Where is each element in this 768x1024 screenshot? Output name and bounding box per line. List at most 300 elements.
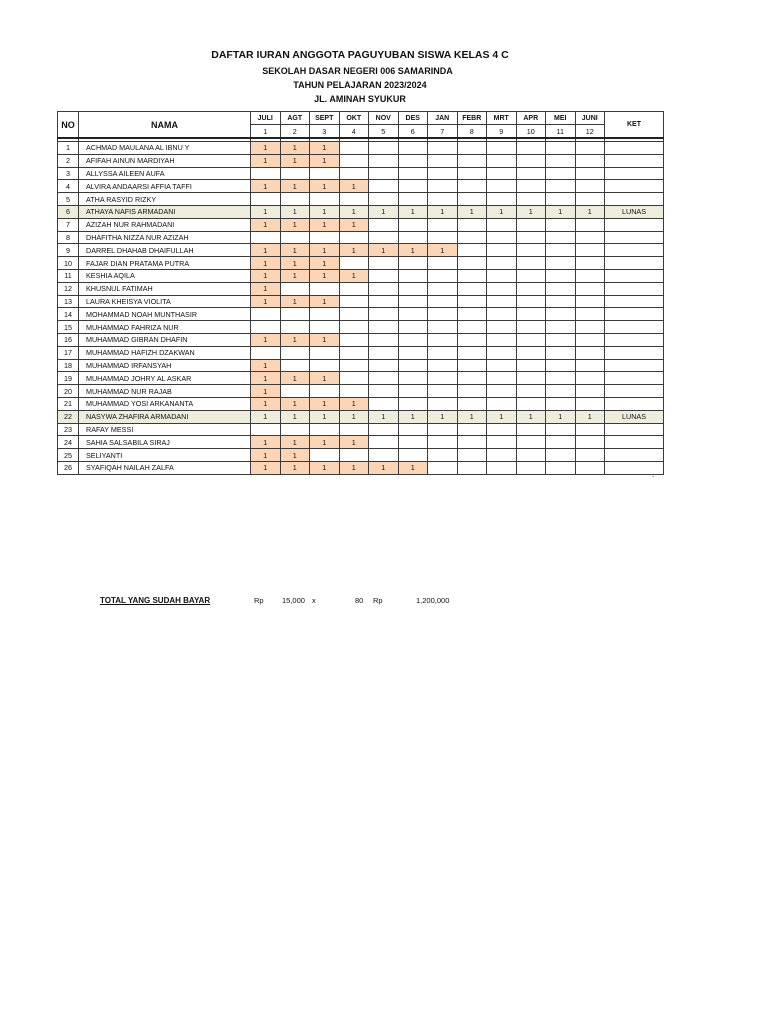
cell-unpaid xyxy=(310,385,340,398)
cell-unpaid xyxy=(575,359,605,372)
cell-no: 4 xyxy=(58,180,79,193)
cell-unpaid xyxy=(398,372,428,385)
cell-unpaid xyxy=(516,180,546,193)
cell-paid: 1 xyxy=(251,359,281,372)
cell-ket xyxy=(605,282,664,295)
cell-unpaid xyxy=(369,397,399,410)
cell-nama: MUHAMMAD GIBRAN DHAFIN xyxy=(79,333,251,346)
cell-unpaid xyxy=(546,308,576,321)
currency-rp-1: Rp xyxy=(254,596,264,605)
cell-unpaid xyxy=(575,397,605,410)
cell-paid: 1 xyxy=(251,397,281,410)
cell-unpaid xyxy=(428,218,458,231)
table-row xyxy=(58,449,664,462)
cell-unpaid xyxy=(428,359,458,372)
cell-unpaid xyxy=(457,423,487,436)
cell-unpaid xyxy=(575,423,605,436)
table-row xyxy=(58,180,664,193)
cell-unpaid xyxy=(487,231,517,244)
multiply-sign: x xyxy=(312,596,316,605)
cell-nama: DHAFITHA NIZZA NUR AZIZAH xyxy=(79,231,251,244)
cell-ket xyxy=(605,385,664,398)
table-row xyxy=(58,372,664,385)
cell-nama: ATHA RASYID RIZKY xyxy=(79,193,251,206)
cell-no: 2 xyxy=(58,154,79,167)
cell-ket xyxy=(605,372,664,385)
table-row xyxy=(58,167,664,180)
cell-unpaid xyxy=(339,333,369,346)
cell-ket xyxy=(605,321,664,334)
cell-unpaid xyxy=(516,167,546,180)
cell-unpaid xyxy=(398,385,428,398)
cell-unpaid xyxy=(457,180,487,193)
cell-unpaid xyxy=(398,295,428,308)
cell-unpaid xyxy=(516,346,546,359)
cell-unpaid xyxy=(428,269,458,282)
cell-paid: 1 xyxy=(339,205,369,218)
cell-unpaid xyxy=(369,372,399,385)
cell-ket xyxy=(605,218,664,231)
cell-paid: 1 xyxy=(339,397,369,410)
cell-unpaid xyxy=(398,257,428,270)
cell-paid: 1 xyxy=(280,410,310,423)
cell-unpaid xyxy=(310,193,340,206)
cell-unpaid xyxy=(280,167,310,180)
cell-paid: 1 xyxy=(310,436,340,449)
header-month: APR xyxy=(516,112,546,125)
table-row xyxy=(58,461,664,474)
cell-unpaid xyxy=(280,321,310,334)
cell-paid: 1 xyxy=(280,180,310,193)
cell-unpaid xyxy=(310,321,340,334)
cell-unpaid xyxy=(428,180,458,193)
cell-paid: 1 xyxy=(280,372,310,385)
cell-unpaid xyxy=(575,218,605,231)
cell-unpaid xyxy=(516,295,546,308)
cell-unpaid xyxy=(369,167,399,180)
cell-unpaid xyxy=(428,346,458,359)
cell-paid: 1 xyxy=(280,397,310,410)
cell-unpaid xyxy=(487,282,517,295)
cell-unpaid xyxy=(369,180,399,193)
cell-paid: 1 xyxy=(310,269,340,282)
cell-unpaid xyxy=(457,308,487,321)
cell-unpaid xyxy=(487,321,517,334)
cell-unpaid xyxy=(546,372,576,385)
cell-paid: 1 xyxy=(339,461,369,474)
cell-unpaid xyxy=(428,308,458,321)
cell-paid: 1 xyxy=(310,154,340,167)
cell-unpaid xyxy=(575,142,605,155)
cell-unpaid xyxy=(280,308,310,321)
cell-paid: 1 xyxy=(310,410,340,423)
table-row xyxy=(58,397,664,410)
cell-unpaid xyxy=(428,321,458,334)
cell-paid: 1 xyxy=(369,461,399,474)
table-row xyxy=(58,346,664,359)
cell-unpaid xyxy=(398,231,428,244)
cell-paid: 1 xyxy=(516,410,546,423)
cell-unpaid xyxy=(546,397,576,410)
cell-unpaid xyxy=(310,231,340,244)
cell-unpaid xyxy=(310,359,340,372)
cell-no: 14 xyxy=(58,308,79,321)
header-month: OKT xyxy=(339,112,369,125)
cell-paid: 1 xyxy=(339,436,369,449)
cell-no: 23 xyxy=(58,423,79,436)
cell-unpaid xyxy=(339,154,369,167)
cell-unpaid xyxy=(457,295,487,308)
cell-unpaid xyxy=(339,167,369,180)
cell-unpaid xyxy=(546,461,576,474)
cell-ket: LUNAS xyxy=(605,205,664,218)
table-body xyxy=(58,138,664,474)
cell-unpaid xyxy=(398,167,428,180)
cell-paid: 1 xyxy=(516,205,546,218)
cell-no: 17 xyxy=(58,346,79,359)
cell-paid: 1 xyxy=(310,180,340,193)
cell-paid: 1 xyxy=(546,410,576,423)
cell-no: 15 xyxy=(58,321,79,334)
cell-unpaid xyxy=(546,257,576,270)
cell-paid: 1 xyxy=(310,372,340,385)
header-ket: KET xyxy=(605,112,664,139)
cell-unpaid xyxy=(251,423,281,436)
cell-unpaid xyxy=(369,295,399,308)
cell-no: 1 xyxy=(58,142,79,155)
cell-unpaid xyxy=(428,282,458,295)
cell-nama: SAHIA SALSABILA SIRAJ xyxy=(79,436,251,449)
header-month-number: 8 xyxy=(457,125,487,139)
cell-unpaid xyxy=(339,231,369,244)
cell-paid: 1 xyxy=(310,142,340,155)
cell-paid: 1 xyxy=(339,269,369,282)
header-month: JULI xyxy=(251,112,281,125)
header-month: FEBR xyxy=(457,112,487,125)
cell-paid: 1 xyxy=(251,436,281,449)
cell-unpaid xyxy=(398,423,428,436)
cell-ket xyxy=(605,423,664,436)
cell-unpaid xyxy=(339,449,369,462)
cell-ket xyxy=(605,257,664,270)
cell-unpaid xyxy=(428,385,458,398)
cell-ket xyxy=(605,449,664,462)
header-month: JAN xyxy=(428,112,458,125)
table-row xyxy=(58,295,664,308)
cell-unpaid xyxy=(516,154,546,167)
table-row xyxy=(58,308,664,321)
table-row xyxy=(58,218,664,231)
cell-unpaid xyxy=(546,142,576,155)
total-label: TOTAL YANG SUDAH BAYAR xyxy=(100,596,211,605)
cell-unpaid xyxy=(516,257,546,270)
cell-unpaid xyxy=(398,321,428,334)
cell-paid: 1 xyxy=(398,244,428,257)
cell-paid: 1 xyxy=(575,205,605,218)
cell-unpaid xyxy=(575,282,605,295)
cell-unpaid xyxy=(398,154,428,167)
cell-unpaid xyxy=(369,423,399,436)
cell-unpaid xyxy=(428,397,458,410)
cell-paid: 1 xyxy=(310,205,340,218)
cell-nama: SYAFIQAH NAILAH ZALFA xyxy=(79,461,251,474)
cell-no: 13 xyxy=(58,295,79,308)
cell-unpaid xyxy=(457,397,487,410)
cell-unpaid xyxy=(516,449,546,462)
cell-unpaid xyxy=(546,282,576,295)
cell-paid: 1 xyxy=(310,295,340,308)
cell-nama: DARREL DHAHAB DHAIFULLAH xyxy=(79,244,251,257)
cell-unpaid xyxy=(487,257,517,270)
cell-paid: 1 xyxy=(251,372,281,385)
cell-unpaid xyxy=(369,218,399,231)
cell-unpaid xyxy=(575,449,605,462)
cell-unpaid xyxy=(398,269,428,282)
stray-mark: . xyxy=(652,470,655,479)
cell-unpaid xyxy=(310,423,340,436)
cell-ket xyxy=(605,359,664,372)
cell-nama: RAFAY MESSI xyxy=(79,423,251,436)
cell-unpaid xyxy=(487,333,517,346)
cell-unpaid xyxy=(516,308,546,321)
cell-paid: 1 xyxy=(575,410,605,423)
cell-no: 10 xyxy=(58,257,79,270)
header-month-number: 1 xyxy=(251,125,281,139)
cell-unpaid xyxy=(251,321,281,334)
cell-unpaid xyxy=(428,436,458,449)
currency-rp-2: Rp xyxy=(373,596,383,605)
cell-unpaid xyxy=(428,333,458,346)
header-month: MRT xyxy=(487,112,517,125)
header-month-number: 7 xyxy=(428,125,458,139)
cell-unpaid xyxy=(251,231,281,244)
cell-ket xyxy=(605,167,664,180)
cell-unpaid xyxy=(398,180,428,193)
header-month-number: 3 xyxy=(310,125,340,139)
table-row xyxy=(58,205,664,218)
cell-unpaid xyxy=(546,154,576,167)
cell-unpaid xyxy=(457,436,487,449)
cell-unpaid xyxy=(310,167,340,180)
cell-unpaid xyxy=(339,359,369,372)
cell-nama: MUHAMMAD FAHRIZA NUR xyxy=(79,321,251,334)
cell-unpaid xyxy=(339,385,369,398)
cell-paid: 1 xyxy=(251,218,281,231)
cell-paid: 1 xyxy=(251,449,281,462)
cell-unpaid xyxy=(251,167,281,180)
cell-unpaid xyxy=(487,372,517,385)
cell-paid: 1 xyxy=(251,180,281,193)
cell-paid: 1 xyxy=(280,142,310,155)
cell-nama: SELIYANTI xyxy=(79,449,251,462)
cell-unpaid xyxy=(339,346,369,359)
cell-nama: AZIZAH NUR RAHMADANI xyxy=(79,218,251,231)
cell-no: 18 xyxy=(58,359,79,372)
cell-nama: ACHMAD MAULANA AL IBNU Y xyxy=(79,142,251,155)
cell-paid: 1 xyxy=(280,154,310,167)
cell-no: 16 xyxy=(58,333,79,346)
cell-unpaid xyxy=(575,436,605,449)
cell-unpaid xyxy=(575,167,605,180)
cell-unpaid xyxy=(398,333,428,346)
cell-unpaid xyxy=(546,436,576,449)
cell-unpaid xyxy=(398,397,428,410)
cell-unpaid xyxy=(516,231,546,244)
cell-nama: NASYWA ZHAFIRA ARMADANI xyxy=(79,410,251,423)
header-month-number: 2 xyxy=(280,125,310,139)
cell-paid: 1 xyxy=(369,410,399,423)
table-row xyxy=(58,193,664,206)
table-row xyxy=(58,282,664,295)
cell-no: 22 xyxy=(58,410,79,423)
cell-unpaid xyxy=(398,282,428,295)
table-row xyxy=(58,321,664,334)
cell-paid: 1 xyxy=(251,154,281,167)
header-no: NO xyxy=(58,112,79,139)
cell-nama: KESHIA AQILA xyxy=(79,269,251,282)
cell-paid: 1 xyxy=(280,269,310,282)
cell-unpaid xyxy=(546,359,576,372)
cell-ket xyxy=(605,193,664,206)
header-month-number: 11 xyxy=(546,125,576,139)
cell-paid: 1 xyxy=(310,461,340,474)
cell-unpaid xyxy=(398,436,428,449)
cell-unpaid xyxy=(251,308,281,321)
cell-unpaid xyxy=(516,218,546,231)
school-address: JL. AMINAH SYUKUR xyxy=(314,94,406,104)
cell-no: 25 xyxy=(58,449,79,462)
cell-nama: MUHAMMAD NUR RAJAB xyxy=(79,385,251,398)
cell-ket xyxy=(605,436,664,449)
cell-paid: 1 xyxy=(280,461,310,474)
cell-unpaid xyxy=(457,449,487,462)
cell-paid: 1 xyxy=(251,205,281,218)
cell-unpaid xyxy=(398,218,428,231)
cell-paid: 1 xyxy=(339,244,369,257)
table-row xyxy=(58,231,664,244)
cell-unpaid xyxy=(310,449,340,462)
cell-unpaid xyxy=(516,372,546,385)
cell-unpaid xyxy=(457,218,487,231)
table-row xyxy=(58,359,664,372)
cell-paid: 1 xyxy=(280,218,310,231)
cell-unpaid xyxy=(457,385,487,398)
cell-unpaid xyxy=(575,295,605,308)
cell-unpaid xyxy=(457,193,487,206)
cell-ket xyxy=(605,231,664,244)
cell-no: 12 xyxy=(58,282,79,295)
cell-paid: 1 xyxy=(251,257,281,270)
cell-no: 7 xyxy=(58,218,79,231)
cell-ket xyxy=(605,142,664,155)
cell-unpaid xyxy=(546,423,576,436)
cell-unpaid xyxy=(516,244,546,257)
cell-paid: 1 xyxy=(251,269,281,282)
cell-unpaid xyxy=(516,333,546,346)
table-row xyxy=(58,269,664,282)
header-month: SEPT xyxy=(310,112,340,125)
cell-unpaid xyxy=(280,346,310,359)
cell-unpaid xyxy=(369,321,399,334)
cell-paid: 1 xyxy=(457,410,487,423)
cell-unpaid xyxy=(428,295,458,308)
cell-no: 9 xyxy=(58,244,79,257)
cell-unpaid xyxy=(487,436,517,449)
cell-unpaid xyxy=(280,231,310,244)
total-paid-line xyxy=(0,596,768,608)
cell-unpaid xyxy=(487,359,517,372)
cell-unpaid xyxy=(487,461,517,474)
table-row xyxy=(58,244,664,257)
cell-unpaid xyxy=(546,449,576,462)
cell-unpaid xyxy=(487,244,517,257)
cell-nama: ATHAYA NAFIS ARMADANI xyxy=(79,205,251,218)
cell-no: 24 xyxy=(58,436,79,449)
cell-ket xyxy=(605,269,664,282)
cell-unpaid xyxy=(516,282,546,295)
cell-paid: 1 xyxy=(310,333,340,346)
school-year: TAHUN PELAJARAN 2023/2024 xyxy=(293,80,427,90)
cell-unpaid xyxy=(575,385,605,398)
cell-unpaid xyxy=(487,385,517,398)
cell-unpaid xyxy=(575,257,605,270)
header-month: AGT xyxy=(280,112,310,125)
cell-paid: 1 xyxy=(398,410,428,423)
cell-unpaid xyxy=(457,231,487,244)
cell-paid: 1 xyxy=(487,205,517,218)
cell-no: 21 xyxy=(58,397,79,410)
cell-paid: 1 xyxy=(251,295,281,308)
school-name: SEKOLAH DASAR NEGERI 006 SAMARINDA xyxy=(262,66,453,76)
cell-no: 26 xyxy=(58,461,79,474)
cell-paid: 1 xyxy=(280,205,310,218)
total-amount: 1,200,000 xyxy=(416,596,450,605)
document-header xyxy=(0,48,720,106)
cell-nama: MUHAMMAD HAFIZH DZAKWAN xyxy=(79,346,251,359)
cell-unpaid xyxy=(428,167,458,180)
cell-ket xyxy=(605,308,664,321)
cell-paid: 1 xyxy=(310,244,340,257)
cell-unpaid xyxy=(546,167,576,180)
table-row xyxy=(58,436,664,449)
cell-unpaid xyxy=(487,167,517,180)
cell-paid: 1 xyxy=(280,333,310,346)
cell-unpaid xyxy=(339,193,369,206)
cell-unpaid xyxy=(457,372,487,385)
cell-unpaid xyxy=(428,142,458,155)
cell-paid: 1 xyxy=(310,397,340,410)
cell-paid: 1 xyxy=(457,205,487,218)
cell-paid: 1 xyxy=(546,205,576,218)
cell-unpaid xyxy=(575,308,605,321)
cell-unpaid xyxy=(457,333,487,346)
cell-unpaid xyxy=(398,449,428,462)
cell-unpaid xyxy=(369,385,399,398)
cell-paid: 1 xyxy=(280,295,310,308)
cell-unpaid xyxy=(516,461,546,474)
cell-unpaid xyxy=(487,346,517,359)
cell-unpaid xyxy=(310,346,340,359)
table-row xyxy=(58,333,664,346)
cell-unpaid xyxy=(369,282,399,295)
cell-paid: 1 xyxy=(251,244,281,257)
table-row xyxy=(58,423,664,436)
header-month: DES xyxy=(398,112,428,125)
cell-unpaid xyxy=(339,142,369,155)
cell-unpaid xyxy=(457,282,487,295)
cell-paid: 1 xyxy=(398,461,428,474)
cell-nama: LAURA KHEISYA VIOLITA xyxy=(79,295,251,308)
